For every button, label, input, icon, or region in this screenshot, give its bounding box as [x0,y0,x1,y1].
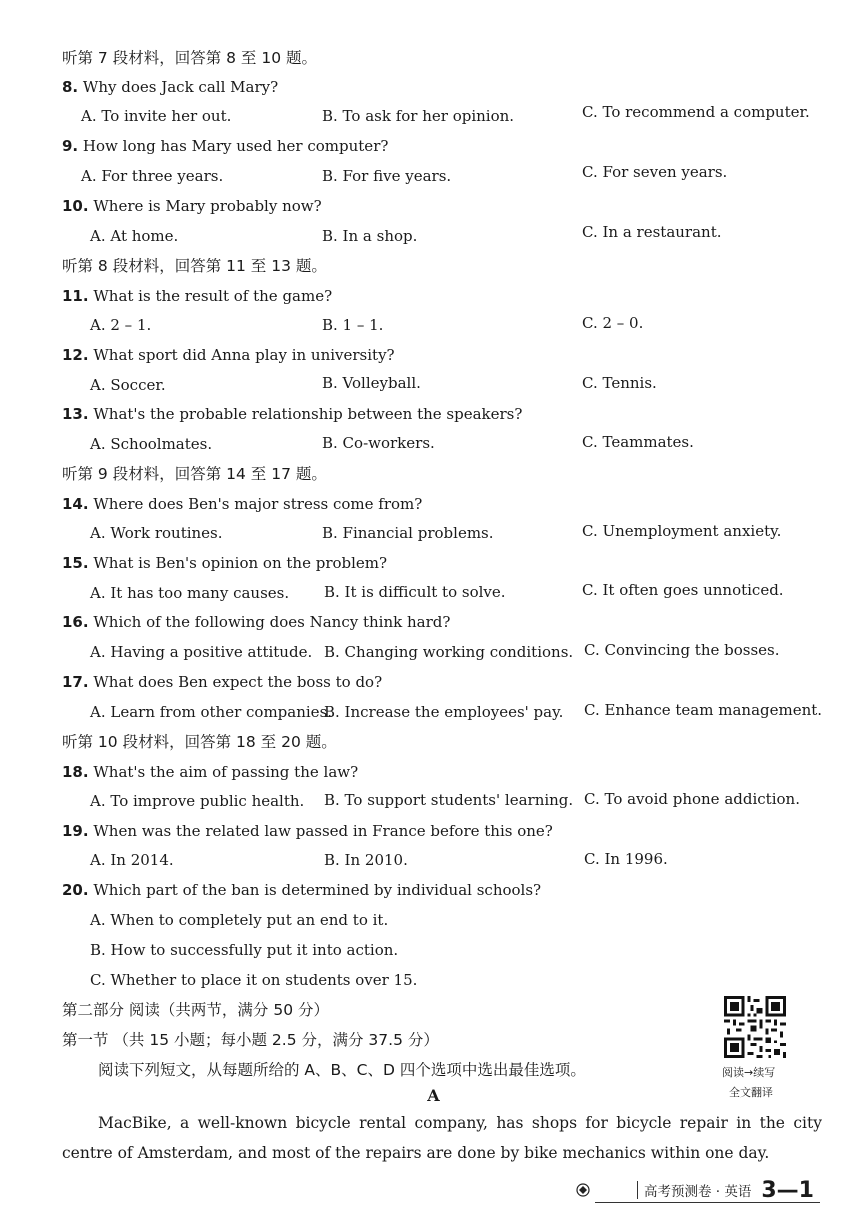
footer-divider [637,1181,638,1199]
question-number: 9. [62,137,79,155]
question-number: 11. [62,287,89,305]
option-c: C. Whether to place it on students over 15. [90,971,418,989]
footer-rule [595,1202,820,1203]
question-text: Which part of the ban is determined by individual schools? [93,881,542,899]
question-number: 18. [62,763,89,781]
question-text: Where does Ben's major stress come from? [93,495,423,513]
option-a: A. Soccer. [90,376,166,394]
question-text: How long has Mary used her computer? [82,137,389,155]
page-footer [575,1176,814,1204]
question-text: What does Ben expect the boss to do? [93,673,383,691]
question-text: What's the aim of passing the law? [93,763,359,781]
option-b: B. How to successfully put it into action. [90,941,399,959]
option-a: A. For three years. [81,167,224,185]
option-c: C. In 1996. [584,850,668,868]
section-header-8: 听第 8 段材料，回答第 11 至 13 题。 [62,257,327,275]
question-10 [62,196,322,216]
footer-title: 高考预测卷 · 英语 [644,1184,752,1200]
question-text: Which of the following does Nancy think hard? [93,613,451,631]
question-13 [62,404,522,424]
section-one-title: 第一节 （共 15 小题；每小题 2.5 分，满分 37.5 分） [62,1031,439,1049]
reading-instruction: 阅读下列短文，从每题所给的 A、B、C、D 四个选项中选出最佳选项。 [98,1061,586,1079]
question-14 [62,494,422,514]
option-c: C. Unemployment anxiety. [582,522,782,540]
question-15 [62,553,387,573]
option-c: C. Tennis. [582,374,657,392]
option-b: B. Financial problems. [322,524,494,542]
page-number: 3—1 [761,1177,814,1203]
option-a: A. Work routines. [90,524,223,542]
option-a: A. It has too many causes. [90,584,290,602]
question-text: What's the probable relationship between the speakers? [93,405,523,423]
qr-caption-2: 全文翻译 [729,1086,773,1099]
question-11 [62,286,332,306]
question-text: Where is Mary probably now? [93,197,322,215]
section-header-7: 听第 7 段材料，回答第 8 至 10 题。 [62,49,318,67]
question-8 [62,77,278,97]
question-number: 14. [62,495,89,513]
question-number: 12. [62,346,89,364]
option-c: C. Enhance team management. [584,701,823,719]
question-text: What sport did Anna play in university? [93,346,395,364]
option-a: A. Schoolmates. [90,435,213,453]
option-b: B. To ask for her opinion. [322,107,515,125]
question-17 [62,672,382,692]
passage-label: A [427,1086,440,1105]
option-c: C. In a restaurant. [582,223,722,241]
option-a: A. To invite her out. [81,107,232,125]
option-b: B. In a shop. [322,227,418,245]
option-c: C. 2 – 0. [582,314,644,332]
option-b: B. In 2010. [324,851,408,869]
option-a: A. Learn from other companies. [90,703,333,721]
question-19 [62,821,553,841]
option-b: B. Co-workers. [322,434,435,452]
question-number: 19. [62,822,89,840]
option-b: B. For five years. [322,167,452,185]
publisher-logo-icon [575,1179,631,1201]
qr-code-icon[interactable] [722,996,788,1058]
option-c: C. To avoid phone addiction. [584,790,800,808]
question-18 [62,762,358,782]
option-b: B. 1 – 1. [322,316,384,334]
question-text: What is Ben's opinion on the problem? [93,554,388,572]
option-b: B. To support students' learning. [324,791,574,809]
option-c: C. For seven years. [582,163,728,181]
passage-body: MacBike, a well-known bicycle rental company, has shops for bicycle repair in the city centre of Amsterdam, and most of the repairs are done by bike mechanics within one day. [62,1114,822,1162]
option-c: C. Convincing the bosses. [584,641,780,659]
part-two-title: 第二部分 阅读（共两节，满分 50 分） [62,1001,330,1019]
option-a: A. 2 – 1. [90,316,152,334]
option-b: B. It is difficult to solve. [324,583,506,601]
question-12 [62,345,395,365]
question-number: 10. [62,197,89,215]
qr-caption-1: 阅读→续写 [722,1066,776,1079]
question-9 [62,136,388,156]
option-b: B. Changing working conditions. [324,643,574,661]
question-16 [62,612,450,632]
option-b: B. Volleyball. [322,374,421,392]
question-number: 20. [62,881,89,899]
option-c: C. To recommend a computer. [582,103,810,121]
question-number: 13. [62,405,89,423]
question-number: 16. [62,613,89,631]
option-a: A. Having a positive attitude. [90,643,313,661]
option-a: A. When to completely put an end to it. [90,911,389,929]
question-text: What is the result of the game? [93,287,333,305]
section-header-9: 听第 9 段材料，回答第 14 至 17 题。 [62,465,327,483]
question-number: 8. [62,78,79,96]
question-20 [62,880,541,900]
question-number: 15. [62,554,89,572]
question-number: 17. [62,673,89,691]
option-a: A. To improve public health. [90,792,305,810]
option-a: A. At home. [90,227,179,245]
option-c: C. Teammates. [582,433,694,451]
question-text: Why does Jack call Mary? [82,78,279,96]
question-text: When was the related law passed in France before this one? [93,822,553,840]
option-a: A. In 2014. [90,851,174,869]
option-b: B. Increase the employees' pay. [324,703,564,721]
section-header-10: 听第 10 段材料，回答第 18 至 20 题。 [62,733,337,751]
passage-text [62,1108,822,1168]
option-c: C. It often goes unnoticed. [582,581,784,599]
